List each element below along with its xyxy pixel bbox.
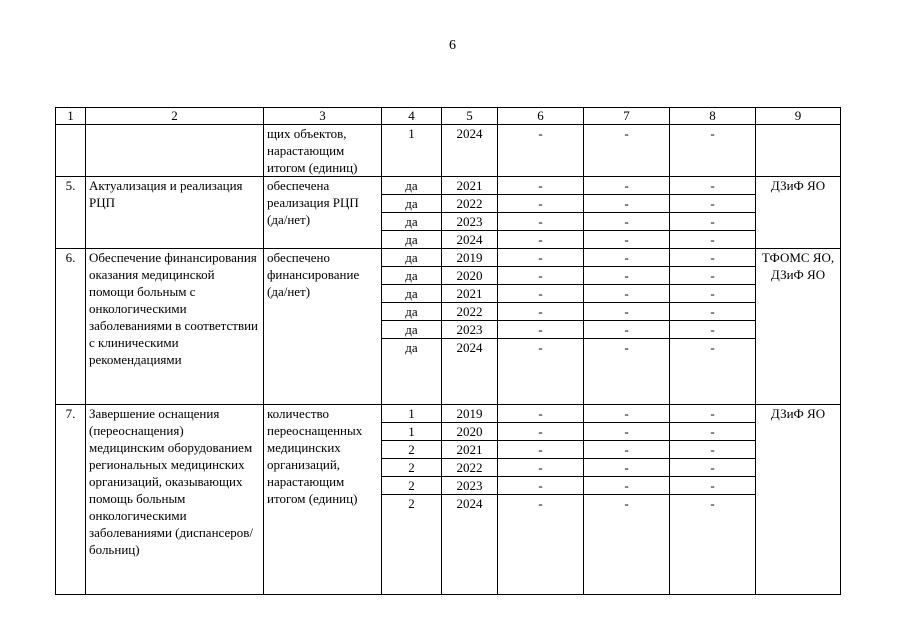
target-value: 2 <box>382 441 441 459</box>
col7-value: - <box>584 195 669 213</box>
col8-value: - <box>670 459 755 477</box>
col8-value: - <box>670 213 755 231</box>
target-value: 2 <box>408 496 415 511</box>
target-value: да <box>382 267 441 285</box>
column-header: 5 <box>442 108 498 125</box>
col8-value-cell <box>670 405 756 595</box>
col8-value: - <box>670 285 755 303</box>
col7-value: - <box>584 285 669 303</box>
measure-name <box>86 249 264 405</box>
year-cell <box>442 249 498 405</box>
col7-value: - <box>584 321 669 339</box>
col6-value: - <box>498 195 583 213</box>
col6-value-cell <box>498 249 584 405</box>
column-header: 7 <box>584 108 670 125</box>
col6-value: - <box>498 441 583 459</box>
indicator-text: щих объектов, нарастающим итогом (единиц) <box>267 126 358 175</box>
year-cell <box>442 125 498 177</box>
target-value: да <box>382 177 441 195</box>
indicator-text: обеспечена реализация РЦП (да/нет) <box>267 178 359 227</box>
responsible-text: ТФОМС ЯО, ДЗиФ ЯО <box>761 250 835 282</box>
col7-value-cell <box>584 125 670 177</box>
row-number <box>56 125 86 177</box>
col6-value: - <box>498 405 583 423</box>
target-value-cell <box>382 177 442 249</box>
col6-value-cell <box>498 125 584 177</box>
col8-value: - <box>670 477 755 495</box>
col8-value: - <box>710 126 715 141</box>
table-row <box>56 125 841 177</box>
col6-value: - <box>538 496 543 511</box>
col8-value-cell <box>670 177 756 249</box>
col6-value: - <box>498 249 583 267</box>
indicator-text: количество переоснащенных медицинских организаций, нарастающим итогом (единиц) <box>267 406 363 506</box>
column-header: 3 <box>264 108 382 125</box>
row-number <box>56 249 86 405</box>
col6-value: - <box>498 267 583 285</box>
row-number <box>56 405 86 595</box>
col7-value: - <box>624 126 629 141</box>
table-row <box>56 405 841 595</box>
header-row <box>56 108 841 125</box>
row-number-text: 6. <box>65 250 76 265</box>
target-value: да <box>382 195 441 213</box>
year: 2024 <box>456 496 483 511</box>
col6-value: - <box>498 321 583 339</box>
indicator <box>264 125 382 177</box>
col8-value: - <box>670 303 755 321</box>
year-cell <box>442 177 498 249</box>
row-number-text: 7. <box>65 406 76 421</box>
col7-value: - <box>584 177 669 195</box>
measure-name-text: Обеспечение финансирования оказания медицинской помощи больным с онкологическими заболеваниями в соответствии с клиническими рекомендациями <box>89 250 259 367</box>
col7-value: - <box>584 477 669 495</box>
responsible <box>756 249 841 405</box>
responsible <box>756 125 841 177</box>
indicator <box>264 249 382 405</box>
col6-value: - <box>498 477 583 495</box>
table-body <box>56 108 841 595</box>
col7-value-cell <box>584 249 670 405</box>
year: 2021 <box>442 441 497 459</box>
year: 2020 <box>442 267 497 285</box>
target-value: да <box>405 340 418 355</box>
year: 2023 <box>442 321 497 339</box>
year: 2023 <box>442 477 497 495</box>
target-value: да <box>382 303 441 321</box>
measure-name-text: Актуализация и реализация РЦП <box>89 178 243 210</box>
year: 2021 <box>442 177 497 195</box>
col6-value-cell <box>498 405 584 595</box>
measure-name <box>86 125 264 177</box>
col8-value: - <box>670 321 755 339</box>
col6-value: - <box>498 285 583 303</box>
target-value: 1 <box>382 423 441 441</box>
year-cell <box>442 405 498 595</box>
table-row <box>56 177 841 249</box>
year: 2024 <box>456 126 483 141</box>
target-value: да <box>382 249 441 267</box>
target-value-cell <box>382 405 442 595</box>
column-header: 6 <box>498 108 584 125</box>
row-number <box>56 177 86 249</box>
row-number-text: 5. <box>65 178 76 193</box>
target-value: 1 <box>382 405 441 423</box>
plan-table <box>55 107 841 595</box>
col6-value: - <box>498 213 583 231</box>
col7-value-cell <box>584 177 670 249</box>
col7-value: - <box>584 249 669 267</box>
col8-value: - <box>670 267 755 285</box>
col6-value: - <box>498 459 583 477</box>
col7-value: - <box>584 213 669 231</box>
col6-value: - <box>498 177 583 195</box>
col6-value: - <box>498 303 583 321</box>
col7-value: - <box>584 423 669 441</box>
col8-value: - <box>670 177 755 195</box>
year: 2020 <box>442 423 497 441</box>
year: 2022 <box>442 195 497 213</box>
col8-value: - <box>670 423 755 441</box>
table-row <box>56 249 841 405</box>
responsible-text: ДЗиФ ЯО <box>770 178 826 193</box>
year: 2019 <box>442 405 497 423</box>
col8-value: - <box>670 441 755 459</box>
column-header: 1 <box>56 108 86 125</box>
col6-value: - <box>538 340 543 355</box>
col7-value: - <box>584 441 669 459</box>
measure-name-text: Завершение оснащения (переоснащения) медицинским оборудованием региональных медицинских организаций, оказывающих помощь больным онкологическими заболеваниями (диспансеров/больниц) <box>89 406 253 557</box>
col8-value: - <box>710 340 715 355</box>
year: 2019 <box>442 249 497 267</box>
year: 2022 <box>442 459 497 477</box>
col7-value: - <box>584 267 669 285</box>
year: 2023 <box>442 213 497 231</box>
indicator-text: обеспечено финансирование (да/нет) <box>267 250 360 299</box>
col7-value-cell <box>584 405 670 595</box>
column-header: 8 <box>670 108 756 125</box>
col8-value: - <box>670 249 755 267</box>
target-value: да <box>382 321 441 339</box>
target-value: 1 <box>408 126 415 141</box>
column-header: 9 <box>756 108 841 125</box>
responsible <box>756 405 841 595</box>
target-value: да <box>382 213 441 231</box>
col6-value: - <box>498 423 583 441</box>
target-value: да <box>405 232 418 247</box>
col6-value: - <box>538 232 543 247</box>
col7-value: - <box>624 496 629 511</box>
col8-value: - <box>670 195 755 213</box>
measure-name <box>86 177 264 249</box>
column-header: 2 <box>86 108 264 125</box>
col8-value: - <box>710 232 715 247</box>
col7-value: - <box>624 340 629 355</box>
measure-name <box>86 405 264 595</box>
col8-value: - <box>710 496 715 511</box>
indicator <box>264 405 382 595</box>
target-value-cell <box>382 249 442 405</box>
column-header: 4 <box>382 108 442 125</box>
col8-value: - <box>670 405 755 423</box>
col6-value: - <box>538 126 543 141</box>
year: 2021 <box>442 285 497 303</box>
col7-value: - <box>584 303 669 321</box>
col7-value: - <box>584 405 669 423</box>
target-value: да <box>382 285 441 303</box>
year: 2024 <box>456 232 483 247</box>
page-number: 6 <box>449 38 456 53</box>
col7-value: - <box>584 459 669 477</box>
indicator <box>264 177 382 249</box>
target-value: 2 <box>382 477 441 495</box>
col6-value-cell <box>498 177 584 249</box>
col8-value-cell <box>670 249 756 405</box>
target-value: 2 <box>382 459 441 477</box>
year: 2022 <box>442 303 497 321</box>
responsible <box>756 177 841 249</box>
responsible-text: ДЗиФ ЯО <box>770 406 826 421</box>
year: 2024 <box>456 340 483 355</box>
col8-value-cell <box>670 125 756 177</box>
target-value-cell <box>382 125 442 177</box>
col7-value: - <box>624 232 629 247</box>
